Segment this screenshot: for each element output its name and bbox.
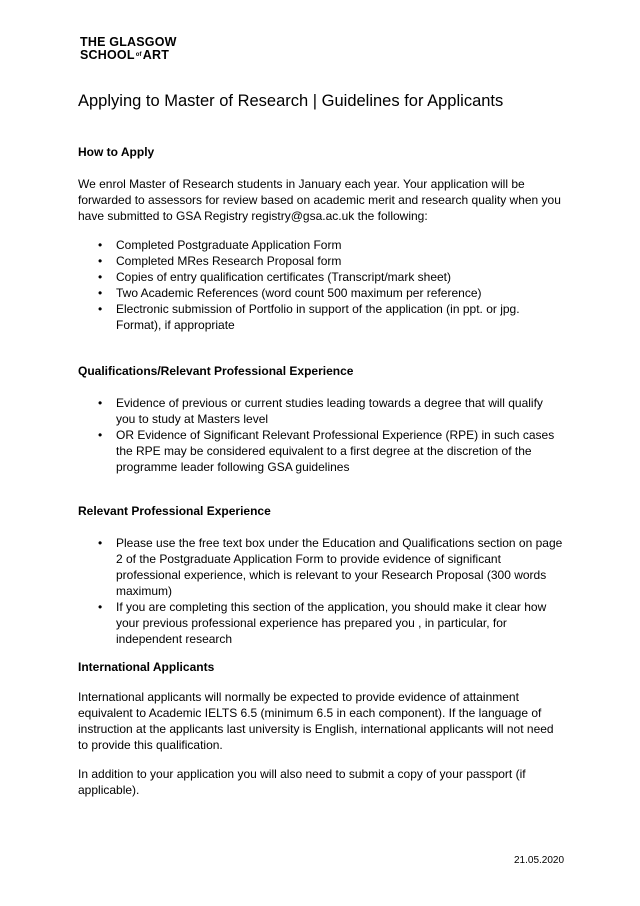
list-item-text: Electronic submission of Portfolio in support of the application (in ppt. or jpg. Format), if appropriate bbox=[116, 302, 520, 332]
bullet-marker: • bbox=[98, 600, 103, 614]
gsa-logo bbox=[80, 36, 177, 62]
bullet-marker: • bbox=[98, 302, 103, 316]
list-item-text: Completed Postgraduate Application Form bbox=[116, 238, 342, 252]
list-item-text: Evidence of previous or current studies leading towards a degree that will qualify you to study at Masters level bbox=[116, 396, 543, 426]
bullet-marker: • bbox=[98, 428, 103, 442]
international-paragraph-2: In addition to your application you will also need to submit a copy of your passport (if applicable). bbox=[78, 767, 526, 797]
heading-qualifications: Qualifications/Relevant Professional Experience bbox=[78, 364, 354, 378]
logo-line-2 bbox=[80, 49, 177, 62]
list-item-text: Copies of entry qualification certificates (Transcript/mark sheet) bbox=[116, 270, 452, 284]
relevant-experience-list bbox=[78, 535, 564, 647]
list-item-text: Please use the free text box under the Education and Qualifications section on page 2 of the Postgraduate Application Form to provide evidence of significant professional experience, which is relevant to your Research Proposal (300 words maximum) bbox=[116, 536, 563, 598]
list-item bbox=[78, 395, 564, 427]
list-item bbox=[78, 285, 564, 301]
list-item-text: OR Evidence of Significant Relevant Professional Experience (RPE) in such cases the RPE may be considered equivalent to a first degree at the discretion of the programme leader following GSA guidelines bbox=[116, 428, 555, 474]
list-item-text: Two Academic References (word count 500 maximum per reference) bbox=[116, 286, 482, 300]
heading-how-to-apply: How to Apply bbox=[78, 145, 155, 159]
list-item bbox=[78, 301, 564, 333]
bullet-marker: • bbox=[98, 536, 103, 550]
list-item bbox=[78, 269, 564, 285]
document-date: 21.05.2020 bbox=[514, 855, 565, 866]
how-to-apply-list bbox=[78, 237, 564, 333]
logo-art: ART bbox=[142, 48, 170, 62]
bullet-marker: • bbox=[98, 270, 103, 284]
heading-international: International Applicants bbox=[78, 660, 215, 674]
bullet-marker: • bbox=[98, 254, 103, 268]
list-item bbox=[78, 535, 564, 599]
bullet-marker: • bbox=[98, 238, 103, 252]
list-item bbox=[78, 427, 564, 475]
bullet-marker: • bbox=[98, 286, 103, 300]
list-item bbox=[78, 253, 564, 269]
logo-mark: of bbox=[135, 52, 142, 59]
list-item-text: Completed MRes Research Proposal form bbox=[116, 254, 342, 268]
page-title: Applying to Master of Research | Guidelines for Applicants bbox=[78, 92, 504, 110]
qualifications-list bbox=[78, 395, 564, 475]
list-item-text: If you are completing this section of the application, you should make it clear how your previous professional experience has prepared you , in particular, for independent research bbox=[116, 600, 547, 646]
logo-school: SCHOOL bbox=[80, 48, 135, 62]
bullet-marker: • bbox=[98, 396, 103, 410]
list-item bbox=[78, 237, 564, 253]
how-to-apply-paragraph: We enrol Master of Research students in January each year. Your application will be forwarded to assessors for review based on academic merit and research quality when you have submitted to GSA Registry registry@gsa.ac.uk the following: bbox=[78, 177, 561, 223]
logo-line-1: THE GLASGOW bbox=[80, 35, 177, 49]
heading-relevant-experience: Relevant Professional Experience bbox=[78, 504, 271, 518]
list-item bbox=[78, 599, 564, 647]
international-paragraph-1: International applicants will normally be expected to provide evidence of attainment equivalent to Academic IELTS 6.5 (minimum 6.5 in each component). If the language of instruction at the applicants last university is English, international applicants will not need to provide this qualification. bbox=[78, 690, 554, 752]
